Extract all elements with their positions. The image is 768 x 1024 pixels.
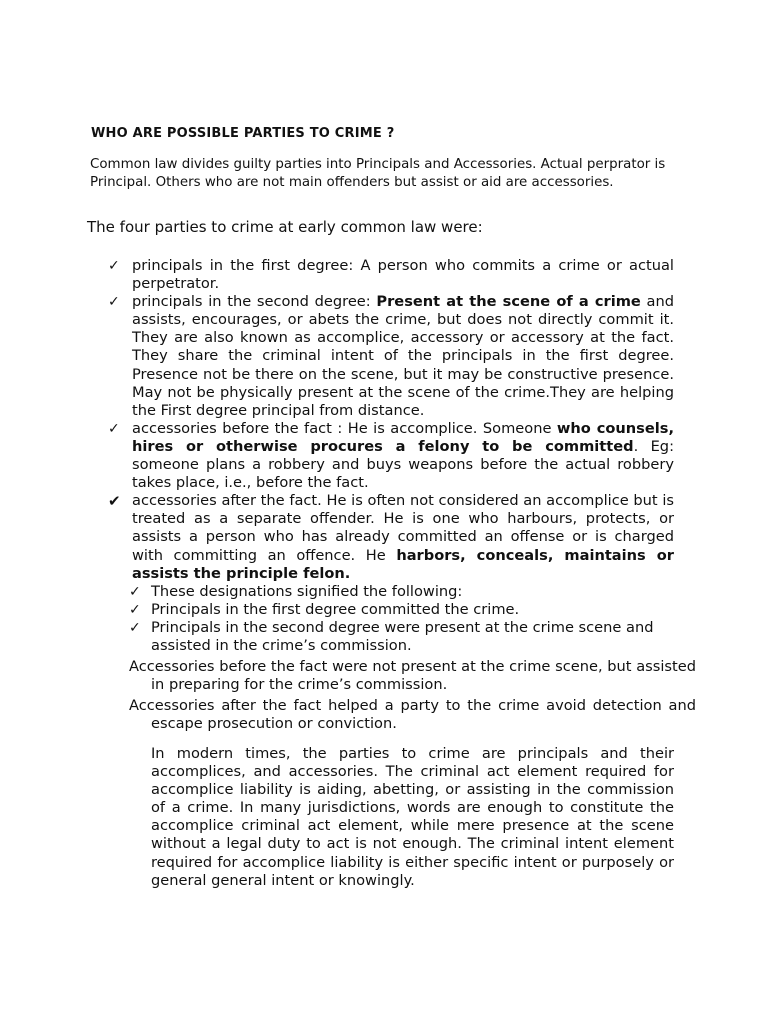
list-item [108,420,674,492]
item-text: Principals in the second degree were present at the crime scene and assisted in the crime’s commission. [151,619,654,655]
checkmark-icon: ✓ [129,584,141,600]
list-item [129,583,674,601]
item-text: principals in the first degree: A person who commits a crime or actual perpetrator. [132,257,674,293]
checkmark-icon: ✓ [108,294,120,311]
item-text: accessories before the fact : He is accomplice. Someone [132,419,557,437]
item-text: accessories after the fact. He is often not considered an accomplice but is treated as a separate offender. He is one who harbours, protects, or assists a person who has already committed an offense or is charged with committing an offence. He [132,492,674,564]
list-item [108,257,674,293]
item-emphasis: harbors, conceals, maintains or assists the principle felon. [132,546,674,582]
list-item [129,601,674,619]
item-text: and assists, encourages, or abets the crime, but does not directly commit it. They are also known as accomplice, accessory or accessory at the fact. They share the criminal intent of the principals in the first degree. Presence not be there on the scene, but it may be constructive presence. May not be physically present at the scene of the crime.They are helping the First degree principal from distance. [132,293,674,419]
item-text: Principals in the first degree committed the crime. [151,601,520,619]
intro-paragraph: Common law divides guilty parties into Principals and Accessories. Actual perprator is Principal. Others who are not main offenders but assist or aid are accessories. [90,157,666,190]
checkmark-icon: ✓ [129,602,141,619]
item-emphasis: Present at the scene of a crime [376,293,641,311]
list-item [129,619,674,655]
hanging-paragraph: Accessories before the fact were not present at the crime scene, but assisted in preparing for the crime’s commission. [129,658,696,694]
designations-list [129,583,674,655]
list-item [108,492,674,582]
modern-paragraph: In modern times, the parties to crime are principals and their accomplices, and accessories. The criminal act element required for accomplice liability is aiding, abetting, or assisting in the commission of a crime. In many jurisdictions, words are enough to constitute the accomplice criminal act element, while mere presence at the scene without a legal duty to act is not enough. The criminal intent element required for accomplice liability is either specific intent or purposely or general general intent or knowingly. [151,745,674,889]
item-text: These designations signified the following: [151,583,463,600]
parties-list [108,257,674,583]
checkmark-icon: ✔ [108,492,121,511]
lead-sentence: The four parties to crime at early common law were: [87,218,483,236]
checkmark-icon: ✓ [108,258,120,274]
hanging-paragraph: Accessories after the fact helped a party to the crime avoid detection and escape prosecution or conviction. [129,697,696,733]
item-emphasis: who counsels, hires or otherwise procures a felony to be committed [132,419,674,455]
list-item [108,293,674,420]
item-text: . Eg: someone plans a robbery and buys weapons before the actual robbery takes place, i.e., before the fact. [132,437,674,492]
checkmark-icon: ✓ [108,420,120,437]
checkmark-icon: ✓ [129,620,141,637]
page-title: WHO ARE POSSIBLE PARTIES TO CRIME ? [91,126,395,141]
item-text: principals in the second degree: [132,293,377,311]
